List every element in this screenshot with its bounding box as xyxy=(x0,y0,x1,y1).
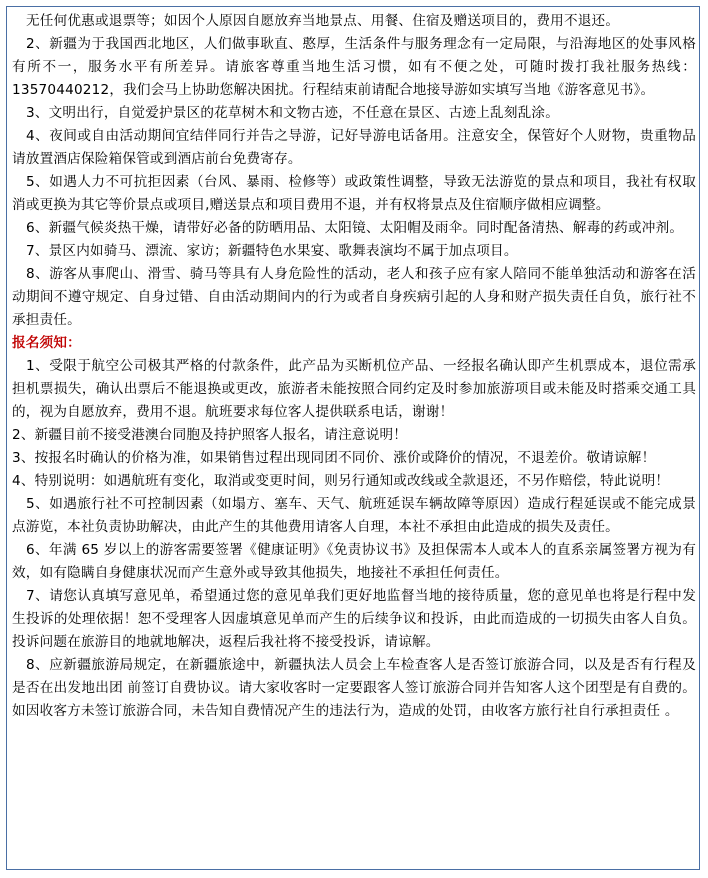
registration-item: 3、按报名时确认的价格为准，如果销售过程出现同团不同价、涨价或降价的情况，不退差价。敬请谅解！ xyxy=(12,450,656,466)
registration-item: 4、特别说明：如遇航班有变化，取消或变更时间，则另行通知或改线或全款退还，不另作赔偿，特此说明！ xyxy=(12,473,670,489)
note-item: 2、新疆为于我国西北地区，人们做事耿直、憨厚，生活条件与服务理念有一定局限，与沿海地区的处事风格有所不一，服务水平有所差异。请旅客尊重当地生活习惯，如有不便之处，可随时拨打我社服务热线：13570440212，我们会马上协助您解决困扰。行程结束前请配合地接导游如实填写当地《游客意见书》。 xyxy=(12,36,696,98)
note-continuation: 无任何优惠或退票等；如因个人原因自愿放弃当地景点、用餐、住宿及赠送项目的，费用不退还。 xyxy=(26,13,620,29)
note-item: 8、游客从事爬山、滑雪、骑马等具有人身危险性的活动，老人和孩子应有家人陪同不能单独活动和游客在活动期间不遵守规定、自身过错、自由活动期间内的行为或者自身疾病引起的人身和财产损失责任自负，旅行社不承担责任。 xyxy=(12,266,696,328)
registration-heading: 报名须知： xyxy=(12,335,81,351)
note-item: 3、文明出行，自觉爱护景区的花草树木和文物古迹，不任意在景区、古迹上乱刻乱涂。 xyxy=(26,105,560,121)
registration-item: 7、请您认真填写意见单，希望通过您的意见单我们更好地监督当地的接待质量，您的意见单也将是行程中发生投诉的处理依据！恕不受理客人因虚填意见单而产生的后续争议和投诉，由此而造成的一切损失由客人自负。投诉问题在旅游目的地就地解决，返程后我社将不接受投诉，请谅解。 xyxy=(12,588,696,650)
registration-item: 6、年满 65 岁以上的游客需要签署《健康证明》《免责协议书》及担保需本人或本人的直系亲属签署方视为有效，如有隐瞒自身健康状况而产生意外或导致其他损失，地接社不承担任何责任。 xyxy=(12,542,696,581)
note-item: 6、新疆气候炎热干燥，请带好必备的防晒用品、太阳镜、太阳帽及雨伞。同时配备清热、解毒的药或冲剂。 xyxy=(26,220,684,236)
registration-item: 8、应新疆旅游局规定，在新疆旅途中，新疆执法人员会上车检查客人是否签订旅游合同，以及是否有行程及是否在出发地出团 前签订自费协议。请大家收客时一定要跟客人签订旅游合同并告知客人这个团型是有自费的。如因收客方未签订旅游合同，未告知自费情况产生的违法行为，造成的处罚，由收客方旅行社自行承担责任 。 xyxy=(12,657,696,719)
registration-item: 5、如遇旅行社不可控制因素（如塌方、塞车、天气、航班延误车辆故障等原因）造成行程延误或不能完成景点游览，本社负责协助解决，由此产生的其他费用请客人自理，本社不承担由此造成的损失及责任。 xyxy=(12,496,696,535)
registration-item: 1、受限于航空公司极其严格的付款条件，此产品为买断机位产品、一经报名确认即产生机票成本，退位需承担机票损失，确认出票后不能退换或更改，旅游者未能按照合同约定及时参加旅游项目或未能及时搭乘交通工具的，视为自愿放弃，费用不退。航班要求每位客人提供联系电话，谢谢！ xyxy=(12,358,696,420)
document-body xyxy=(12,10,696,723)
note-item: 4、夜间或自由活动期间宜结伴同行并告之导游，记好导游电话备用。注意安全，保管好个人财物，贵重物品请放置酒店保险箱保管或到酒店前台免费寄存。 xyxy=(12,128,696,167)
registration-item: 2、新疆目前不接受港澳台同胞及持护照客人报名，请注意说明！ xyxy=(12,427,408,443)
note-item: 7、景区内如骑马、漂流、家访；新疆特色水果宴、歌舞表演均不属于加点项目。 xyxy=(26,243,518,259)
note-item: 5、如遇人力不可抗拒因素（台风、暴雨、检修等）或政策性调整，导致无法游览的景点和项目，我社有权取消或更换为其它等价景点或项目,赠送景点和项目费用不退，并有权将景点及住宿顺序做相应调整。 xyxy=(12,174,696,213)
